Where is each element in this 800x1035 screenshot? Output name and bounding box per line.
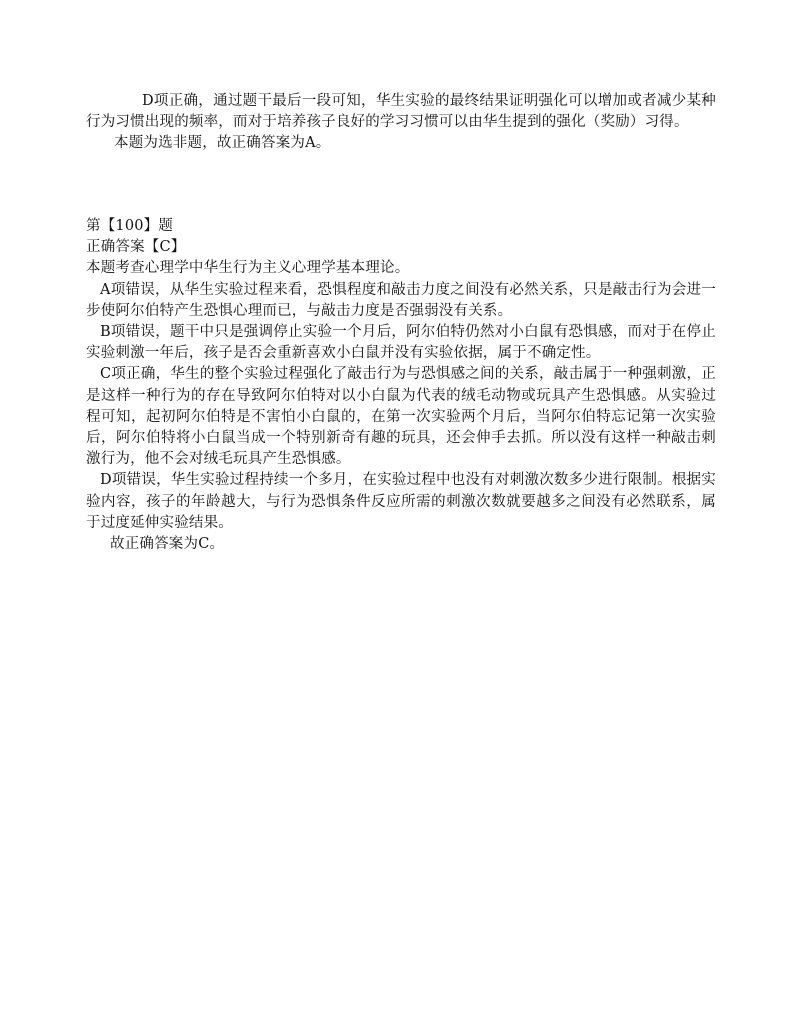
question-conclusion-text: 故正确答案为C。 [110,536,225,553]
option-b-explanation: B项错误，题干中只是强调停止实验一个月后，阿尔伯特仍然对小白鼠有恐惧感，而对于在停止实验刺激一年后，孩子是否会重新喜欢小白鼠并没有实验依据，属于不确定性。 [86,324,716,362]
question-intro-text: 本题考查心理学中华生行为主义心理学基本理论。 [86,260,410,277]
question-number-heading: 第【100】题 [86,218,174,234]
previous-conclusion-text: 本题为选非题，故正确答案为A。 [114,135,331,152]
previous-option-d-text: D项正确，通过题干最后一段可知，华生实验的最终结果证明强化可以增加或者减少某种行为习惯出现的频率，而对于培养孩子良好的学习习惯可以由华生提到的强化（奖励）习得。 [86,93,716,131]
option-d-explanation: D项错误，华生实验过程持续一个多月，在实验过程中也没有对刺激次数多少进行限制。根据实验内容，孩子的年龄越大，与行为恐惧条件反应所需的刺激次数就要越多之间没有必然联系，属于过度延伸实验结果。 [86,472,716,531]
previous-answer-explanation [86,91,716,155]
option-a-explanation: A项错误，从华生实验过程来看，恐惧程度和敲击力度之间没有必然关系，只是敲击行为会进一步使阿尔伯特产生恐惧心理而已，与敲击力度是否强弱没有关系。 [86,281,716,319]
option-c-explanation: C项正确，华生的整个实验过程强化了敲击行为与恐惧感之间的关系，敲击属于一种强刺激，正是这样一种行为的存在导致阿尔伯特对以小白鼠为代表的绒毛动物或玩具产生恐惧感。从实验过程可知，起初阿尔伯特是不害怕小白鼠的，在第一次实验两个月后，当阿尔伯特忘记第一次实验后，阿尔伯特将小白鼠当成一个特别新奇有趣的玩具，还会伸手去抓。所以没有这样一种敲击刺激行为，他不会对绒毛玩具产生恐惧感。 [86,366,716,468]
correct-answer-label: 正确答案【C】 [86,239,186,256]
question-100-explanation [86,216,716,555]
